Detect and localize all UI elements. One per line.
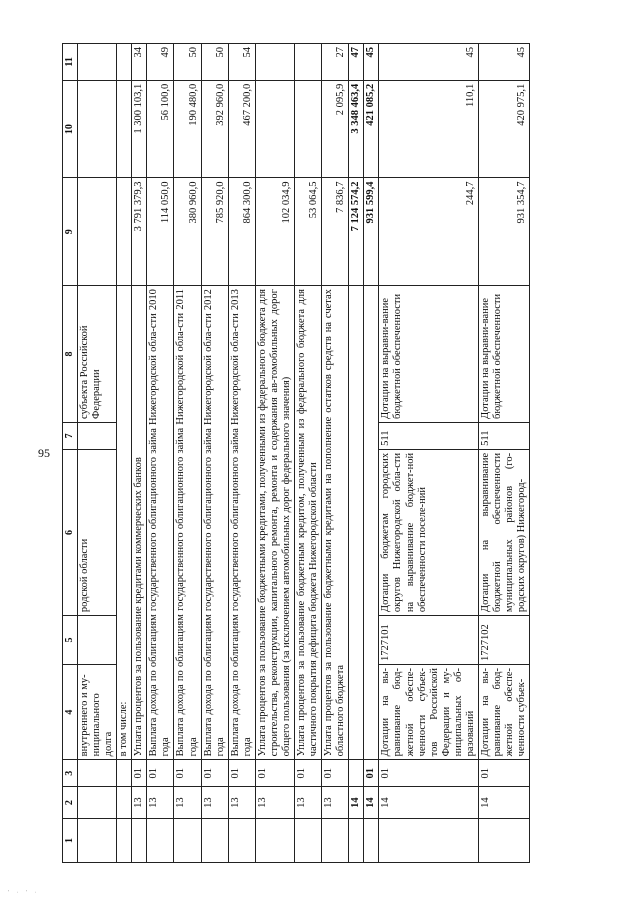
row-text: Выплата дохода по облигациям государственного облигационного займа Нижегородской обла-сти 2012 года: [201, 286, 228, 760]
col-header-8: 8: [63, 286, 78, 423]
table-row: 14 01 Дотации на вы-равнивание бюд-жетной обеспе-ченности субъек-тов Российской Федерации и му-ниципальных об-разований 1727101 Дотации бюджетам городских округов Нижегородской обла-сти на выравнивание бюджет-ной обеспеченности поселе-ний 511 Дотации на выравни-вание бюджетной обеспеченности 244,7 110,1 45: [379, 44, 479, 863]
col-header-2: 2: [63, 787, 78, 819]
rotated-table-container: [62, 43, 638, 863]
col-header-1: 1: [63, 819, 78, 863]
table-row: 14 01 Дотации на вы-равнивание бюд-жетной обеспе-ченности субъек- 1727102 Дотации на выравнивание бюджетной обеспеченности муниципальных районов (го-родских округов) Нижегород- 511 Дотации на выравни-вание бюджетной обеспеченности 931 354,7 420 975,1 45: [478, 44, 529, 863]
scan-specks: ' · ' ·: [8, 890, 40, 896]
col-header-4: 4: [63, 664, 78, 759]
table-row: [117, 44, 132, 863]
col-header-5: 5: [63, 616, 78, 665]
table-row: 13 01 Уплата процентов за пользование бюджетными кредитами, полученными из федерального бюджета для строительства, реконструкции, капитального ремонта, ремонта и содержания ав-томобильных дорог общего пользования (за исключением автомобильных дорог федерального значения) 102 034,9: [255, 44, 294, 863]
table-row: 13 01 Уплата процентов за пользование бюджетным кредитом, полученным из федерального бюджета для частичного покрытия дефицита бюджета Нижегородской области 53 064,5: [295, 44, 322, 863]
table-row: 13 01 Выплата дохода по облигациям государственного облигационного займа Нижегородской обла-сти 2012 года 785 920,0 392 960,0 50: [201, 44, 228, 863]
column-number-header: [63, 44, 78, 863]
col-header-11: 11: [63, 44, 78, 81]
row-text: Уплата процентов за пользование кредитами коммерческих банков: [132, 286, 147, 760]
table-row: 13 01 Выплата дохода по облигациям государственного облигационного займа Нижегородской обла-сти 2011 года 380 960,0 190 480,0 50: [174, 44, 201, 863]
page-number: 95: [38, 446, 50, 460]
row-text: Выплата дохода по облигациям государственного облигационного займа Нижегородской обла-сти 2011 года: [174, 286, 201, 760]
continued-col8: субъекта Российской Федерации: [78, 286, 117, 423]
row-text: Уплата процентов за пользование бюджетными кредитами на пополнение остатков средств на счетах областного бюджета: [322, 286, 349, 760]
continued-col4: внутреннего и му-ниципального долга: [78, 664, 117, 759]
continued-row: [78, 44, 117, 863]
total-row-14-01: 14 01 931 599,4 421 085,2 45: [364, 44, 379, 863]
col-header-9: 9: [63, 178, 78, 286]
col-header-3: 3: [63, 760, 78, 787]
table-row: 13 01 Уплата процентов за пользование кредитами коммерческих банков 3 791 379,3 1 300 103,1 34: [132, 44, 147, 863]
row-text: Выплата дохода по облигациям государственного облигационного займа Нижегородской обла-сти 2013 года: [228, 286, 255, 760]
col-header-10: 10: [63, 80, 78, 178]
row-text: Уплата процентов за пользование бюджетным кредитом, полученным из федерального бюджета для частичного покрытия дефицита бюджета Нижегородской области: [295, 286, 322, 760]
col-header-7: 7: [63, 422, 78, 449]
row-text: Уплата процентов за пользование бюджетными кредитами, полученными из федерального бюджета для строительства, реконструкции, капитального ремонта, ремонта и содержания ав-томобильных дорог общего пользования (за исключением автомобильных дорог федерального значения): [255, 286, 294, 760]
table-row: 13 01 Выплата дохода по облигациям государственного облигационного займа Нижегородской обла-сти 2013 года 864 300,0 467 200,0 54: [228, 44, 255, 863]
continued-col6: родской области: [78, 449, 117, 615]
col-header-6: 6: [63, 449, 78, 615]
row-text: в том числе:: [117, 286, 132, 760]
row-text: Выплата дохода по облигациям государственного облигационного займа Нижегородской обла-сти 2010 года: [147, 286, 174, 760]
table-row: 13 01 Уплата процентов за пользование бюджетными кредитами на пополнение остатков средств на счетах областного бюджета 7 836,7 2 095,9 27: [322, 44, 349, 863]
budget-table: [62, 43, 530, 863]
table-row: 13 01 Выплата дохода по облигациям государственного облигационного займа Нижегородской обла-сти 2010 года 114 050,0 56 100,0 49: [147, 44, 174, 863]
total-row-14: 14 7 124 574,2 3 348 463,4 47: [349, 44, 364, 863]
